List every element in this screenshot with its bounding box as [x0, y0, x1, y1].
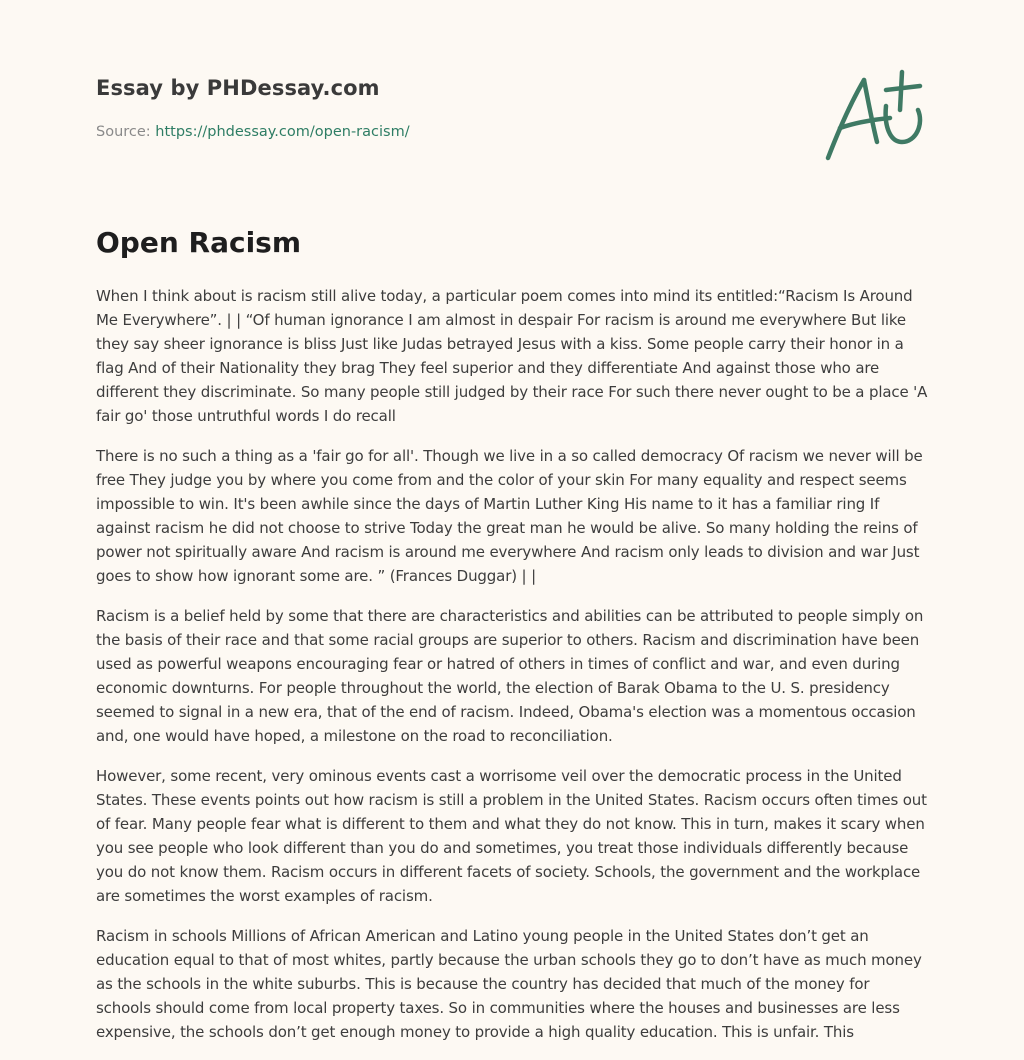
essay-title: Open Racism	[96, 226, 302, 259]
a-plus-logo-icon	[820, 66, 928, 166]
essay-paragraph: However, some recent, very ominous events cast a worrisome veil over the democratic process in the United States. These events points out how racism is still a problem in the United States. Racism occurs often times out of fear. Many people fear what is different to them and what they do not know. This in turn, makes it scary when you see people who look different than you do and sometimes, you treat those individuals differently because you do not know them. Racism occurs in different facets of society. Schools, the government and the workplace are sometimes the worst examples of racism.	[96, 767, 927, 905]
essay-paragraph: When I think about is racism still alive today, a particular poem comes into mind its entitled:“Racism Is Around Me Everywhere”. | | “Of human ignorance I am almost in despair For racism is around me everywhere But like they say sheer ignorance is bliss Just like Judas betrayed Jesus with a kiss. Some people carry their honor in a flag And of their Nationality they brag They feel superior and they differentiate And against those who are different they discriminate. So many people still judged by their race For such there never ought to be a place 'A fair go' those untruthful words I do recall	[96, 287, 928, 425]
essay-body	[96, 284, 928, 1060]
source-link[interactable]: https://phdessay.com/open-racism/	[155, 124, 410, 140]
essay-paragraph: Racism in schools Millions of African American and Latino young people in the United States don’t get an education equal to that of most whites, partly because the urban schools they go to don’t have as much money as the schools in the white suburbs. This is because the country has decided that much of the money for schools should come from local property taxes. So in communities where the houses and businesses are less expensive, the schools don’t get enough money to provide a high quality education. This is unfair. This	[96, 927, 922, 1041]
essay-paragraph: Racism is a belief held by some that there are characteristics and abilities can be attributed to people simply on the basis of their race and that some racial groups are superior to others. Racism and discrimination have been used as powerful weapons encouraging fear or hatred of others in times of conflict and war, and even during economic downturns. For people throughout the world, the election of Barak Obama to the U. S. presidency seemed to signal in a new era, that of the end of racism. Indeed, Obama's election was a momentous occasion and, one would have hoped, a milestone on the road to reconciliation.	[96, 607, 924, 745]
source-line	[96, 124, 410, 140]
essay-paragraph: There is no such a thing as a 'fair go for all'. Though we live in a so called democracy Of racism we never will be free They judge you by where you come from and the color of your skin For many equality and respect seems impossible to win. It's been awhile since the days of Martin Luther King His name to it has a familiar ring If against racism he did not choose to strive Today the great man he would be alive. So many holding the reins of power not spiritually aware And racism is around me everywhere And racism only leads to division and war Just goes to show how ignorant some are. ” (Frances Duggar) | |	[96, 447, 923, 585]
brand-title: Essay by PHDessay.com	[96, 76, 380, 100]
source-label: Source:	[96, 124, 156, 140]
